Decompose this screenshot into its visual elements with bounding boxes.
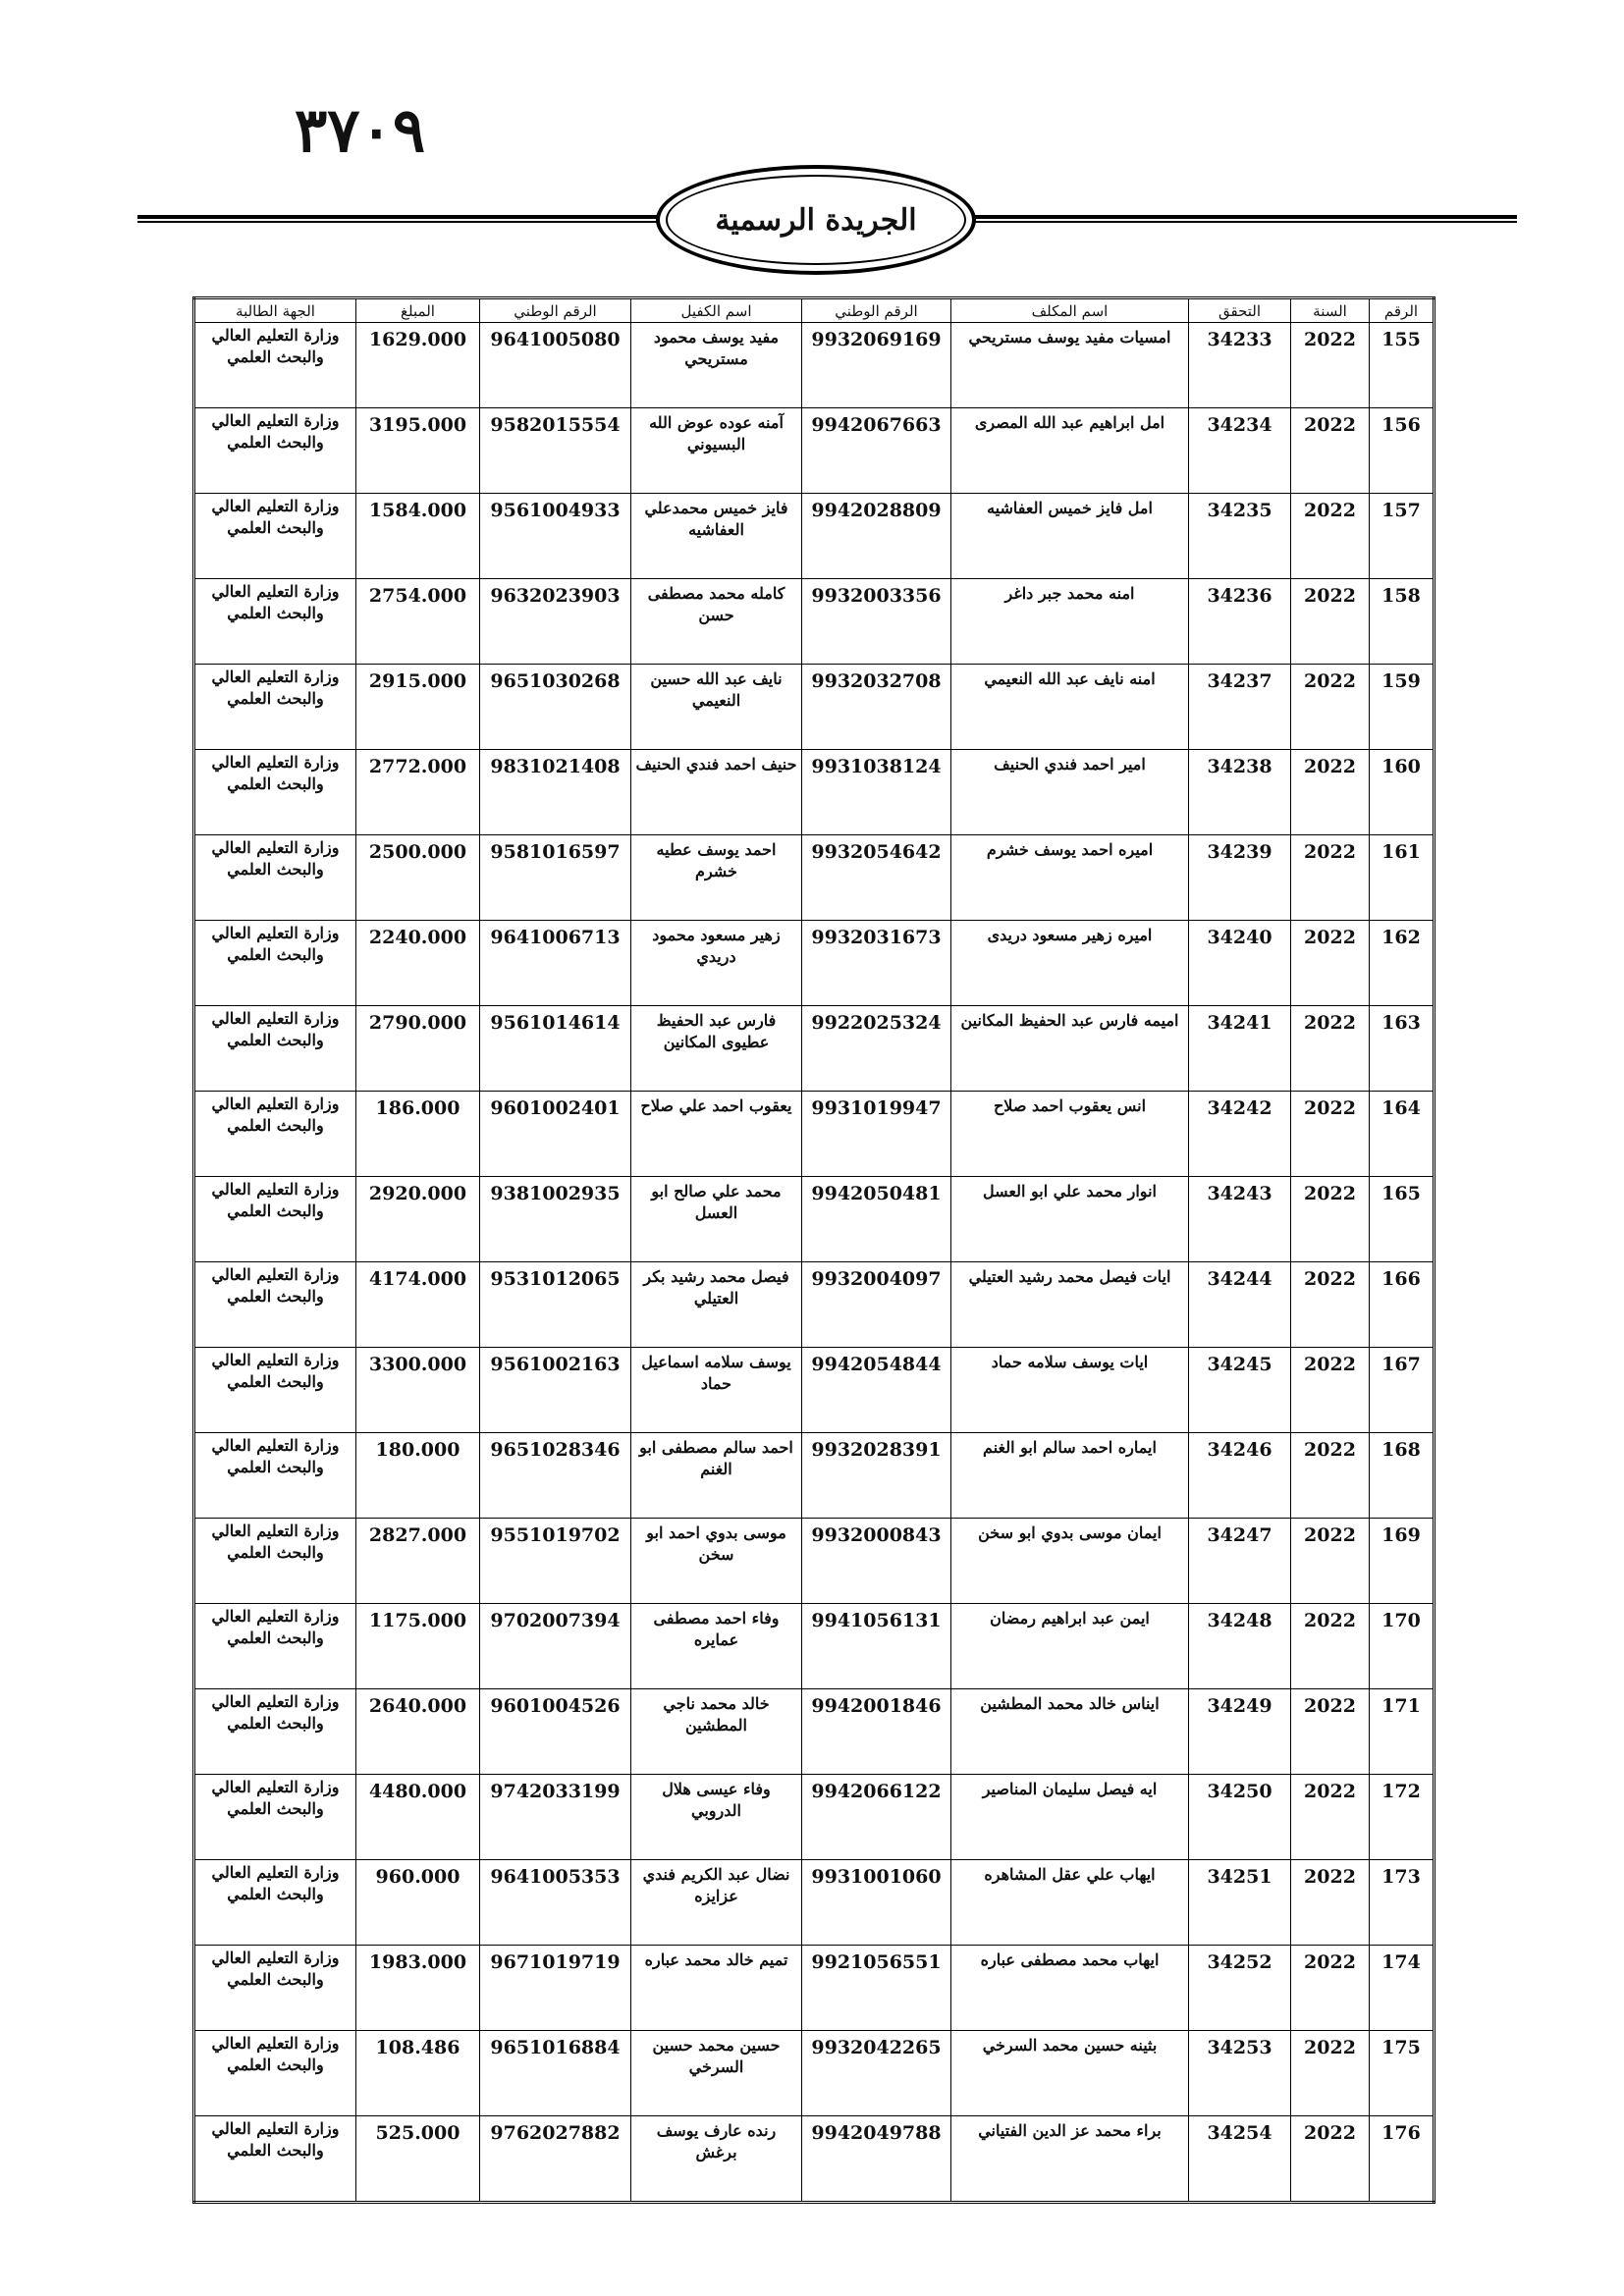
table-header-row [194, 298, 1435, 323]
cell-amount: 186.000 [356, 1092, 480, 1177]
cell-national-id: 9932032708 [802, 665, 951, 750]
cell-guarantor-name: وفاء احمد مصطفى عمايره [631, 1604, 802, 1689]
cell-obligor-name: بثينه حسين محمد السرخي [951, 2031, 1189, 2116]
cell-requesting-agency: وزارة التعليم العالي والبحث العلمي [194, 1775, 356, 1860]
cell-national-id: 9932054642 [802, 835, 951, 921]
cell-amount: 2754.000 [356, 579, 480, 665]
cell-amount: 2920.000 [356, 1177, 480, 1262]
cell-obligor-name: براء محمد عز الدين الفتياني [951, 2116, 1189, 2203]
cell-obligor-name: امنه محمد جبر داغر [951, 579, 1189, 665]
cell-year: 2022 [1291, 1092, 1370, 1177]
cell-obligor-name: اميره احمد يوسف خشرم [951, 835, 1189, 921]
cell-guarantor-national-id: 9641005353 [480, 1860, 631, 1946]
cell-amount: 2915.000 [356, 665, 480, 750]
cell-index: 155 [1370, 323, 1435, 408]
col-header-index: الرقم [1370, 298, 1435, 323]
cell-obligor-name: ايات يوسف سلامه حماد [951, 1348, 1189, 1433]
table-row [194, 921, 1435, 1006]
cell-national-id: 9932031673 [802, 921, 951, 1006]
cell-guarantor-name: محمد علي صالح ابو العسل [631, 1177, 802, 1262]
cell-guarantor-national-id: 9581016597 [480, 835, 631, 921]
header-oval [656, 165, 976, 275]
cell-guarantor-name: تميم خالد محمد عباره [631, 1946, 802, 2031]
cell-obligor-name: امنه نايف عبد الله النعيمي [951, 665, 1189, 750]
cell-year: 2022 [1291, 750, 1370, 835]
cell-amount: 2240.000 [356, 921, 480, 1006]
cell-year: 2022 [1291, 1433, 1370, 1519]
cell-requesting-agency: وزارة التعليم العالي والبحث العلمي [194, 1262, 356, 1348]
table-row [194, 1860, 1435, 1946]
cell-index: 169 [1370, 1519, 1435, 1604]
cell-national-id: 9942066122 [802, 1775, 951, 1860]
cell-national-id: 9922025324 [802, 1006, 951, 1092]
cell-guarantor-name: كامله محمد مصطفى حسن [631, 579, 802, 665]
cell-national-id: 9942049788 [802, 2116, 951, 2203]
cell-verification: 34243 [1189, 1177, 1291, 1262]
cell-obligor-name: ايهاب محمد مصطفى عباره [951, 1946, 1189, 2031]
cell-year: 2022 [1291, 1006, 1370, 1092]
cell-obligor-name: امير احمد فندي الحنيف [951, 750, 1189, 835]
cell-year: 2022 [1291, 665, 1370, 750]
table-row [194, 1177, 1435, 1262]
cell-guarantor-national-id: 9651030268 [480, 665, 631, 750]
cell-year: 2022 [1291, 408, 1370, 494]
cell-amount: 1629.000 [356, 323, 480, 408]
table-row [194, 1775, 1435, 1860]
cell-year: 2022 [1291, 835, 1370, 921]
cell-index: 157 [1370, 494, 1435, 579]
table-row [194, 1262, 1435, 1348]
cell-amount: 2790.000 [356, 1006, 480, 1092]
table-row [194, 2116, 1435, 2203]
cell-national-id: 9932028391 [802, 1433, 951, 1519]
cell-verification: 34242 [1189, 1092, 1291, 1177]
cell-index: 171 [1370, 1689, 1435, 1775]
cell-obligor-name: انوار محمد علي ابو العسل [951, 1177, 1189, 1262]
cell-guarantor-name: نضال عبد الكريم فندي عزايزه [631, 1860, 802, 1946]
cell-verification: 34250 [1189, 1775, 1291, 1860]
table-row [194, 750, 1435, 835]
cell-national-id: 9942054844 [802, 1348, 951, 1433]
cell-obligor-name: انس يعقوب احمد صلاح [951, 1092, 1189, 1177]
col-header-guarantor-name: اسم الكفيل [631, 298, 802, 323]
cell-verification: 34241 [1189, 1006, 1291, 1092]
cell-year: 2022 [1291, 2031, 1370, 2116]
cell-index: 163 [1370, 1006, 1435, 1092]
col-header-verification: التحقق [1189, 298, 1291, 323]
records-table-wrapper [192, 296, 1433, 2204]
cell-amount: 960.000 [356, 1860, 480, 1946]
cell-guarantor-name: يوسف سلامه اسماعيل حماد [631, 1348, 802, 1433]
cell-guarantor-name: آمنه عوده عوض الله البسيوني [631, 408, 802, 494]
cell-verification: 34244 [1189, 1262, 1291, 1348]
cell-amount: 3300.000 [356, 1348, 480, 1433]
cell-verification: 34247 [1189, 1519, 1291, 1604]
cell-guarantor-name: حنيف احمد فندي الحنيف [631, 750, 802, 835]
cell-obligor-name: امل ابراهيم عبد الله المصرى [951, 408, 1189, 494]
cell-guarantor-name: فايز خميس محمدعلي العفاشيه [631, 494, 802, 579]
cell-guarantor-name: وفاء عيسى هلال الدروبي [631, 1775, 802, 1860]
table-row [194, 494, 1435, 579]
cell-verification: 34252 [1189, 1946, 1291, 2031]
cell-verification: 34239 [1189, 835, 1291, 921]
cell-obligor-name: ايهاب علي عقل المشاهره [951, 1860, 1189, 1946]
cell-obligor-name: ايماره احمد سالم ابو الغنم [951, 1433, 1189, 1519]
cell-guarantor-name: يعقوب احمد علي صلاح [631, 1092, 802, 1177]
cell-year: 2022 [1291, 921, 1370, 1006]
col-header-obligor-name: اسم المكلف [951, 298, 1189, 323]
cell-verification: 34236 [1189, 579, 1291, 665]
cell-obligor-name: امسيات مفيد يوسف مستريحي [951, 323, 1189, 408]
cell-index: 173 [1370, 1860, 1435, 1946]
cell-national-id: 9931038124 [802, 750, 951, 835]
cell-obligor-name: ايات فيصل محمد رشيد العتيلي [951, 1262, 1189, 1348]
cell-year: 2022 [1291, 1262, 1370, 1348]
cell-guarantor-national-id: 9381002935 [480, 1177, 631, 1262]
col-header-year: السنة [1291, 298, 1370, 323]
cell-guarantor-national-id: 9582015554 [480, 408, 631, 494]
cell-year: 2022 [1291, 1348, 1370, 1433]
cell-requesting-agency: وزارة التعليم العالي والبحث العلمي [194, 1860, 356, 1946]
cell-amount: 525.000 [356, 2116, 480, 2203]
table-row [194, 835, 1435, 921]
cell-guarantor-name: مفيد يوسف محمود مستريحي [631, 323, 802, 408]
cell-guarantor-national-id: 9601004526 [480, 1689, 631, 1775]
cell-amount: 1175.000 [356, 1604, 480, 1689]
table-row [194, 323, 1435, 408]
cell-requesting-agency: وزارة التعليم العالي والبحث العلمي [194, 1946, 356, 2031]
cell-requesting-agency: وزارة التعليم العالي والبحث العلمي [194, 1689, 356, 1775]
table-row [194, 1092, 1435, 1177]
cell-guarantor-national-id: 9531012065 [480, 1262, 631, 1348]
cell-requesting-agency: وزارة التعليم العالي والبحث العلمي [194, 2116, 356, 2203]
cell-national-id: 9942028809 [802, 494, 951, 579]
cell-obligor-name: ايناس خالد محمد المطشين [951, 1689, 1189, 1775]
cell-verification: 34248 [1189, 1604, 1291, 1689]
cell-index: 168 [1370, 1433, 1435, 1519]
gazette-title: الجريدة الرسمية [715, 202, 917, 238]
table-row [194, 579, 1435, 665]
cell-requesting-agency: وزارة التعليم العالي والبحث العلمي [194, 579, 356, 665]
cell-year: 2022 [1291, 2116, 1370, 2203]
cell-year: 2022 [1291, 1860, 1370, 1946]
cell-index: 158 [1370, 579, 1435, 665]
cell-requesting-agency: وزارة التعليم العالي والبحث العلمي [194, 2031, 356, 2116]
cell-requesting-agency: وزارة التعليم العالي والبحث العلمي [194, 1348, 356, 1433]
cell-guarantor-national-id: 9762027882 [480, 2116, 631, 2203]
table-row [194, 1006, 1435, 1092]
cell-year: 2022 [1291, 1946, 1370, 2031]
cell-guarantor-name: حسين محمد حسين السرخي [631, 2031, 802, 2116]
cell-amount: 1584.000 [356, 494, 480, 579]
cell-national-id: 9931001060 [802, 1860, 951, 1946]
cell-national-id: 9942050481 [802, 1177, 951, 1262]
cell-requesting-agency: وزارة التعليم العالي والبحث العلمي [194, 1433, 356, 1519]
cell-index: 176 [1370, 2116, 1435, 2203]
cell-verification: 34253 [1189, 2031, 1291, 2116]
cell-requesting-agency: وزارة التعليم العالي والبحث العلمي [194, 750, 356, 835]
cell-requesting-agency: وزارة التعليم العالي والبحث العلمي [194, 1519, 356, 1604]
cell-index: 174 [1370, 1946, 1435, 2031]
cell-year: 2022 [1291, 1519, 1370, 1604]
cell-national-id: 9932004097 [802, 1262, 951, 1348]
cell-verification: 34237 [1189, 665, 1291, 750]
cell-year: 2022 [1291, 323, 1370, 408]
cell-guarantor-name: موسى بدوي احمد ابو سخن [631, 1519, 802, 1604]
cell-guarantor-name: فارس عبد الحفيظ عطيوى المكانين [631, 1006, 802, 1092]
col-header-guarantor-national-id: الرقم الوطني [480, 298, 631, 323]
cell-verification: 34245 [1189, 1348, 1291, 1433]
cell-verification: 34233 [1189, 323, 1291, 408]
cell-guarantor-national-id: 9641005080 [480, 323, 631, 408]
cell-guarantor-national-id: 9651028346 [480, 1433, 631, 1519]
cell-verification: 34249 [1189, 1689, 1291, 1775]
cell-national-id: 9932003356 [802, 579, 951, 665]
cell-verification: 34238 [1189, 750, 1291, 835]
col-header-requesting-agency: الجهة الطالبة [194, 298, 356, 323]
cell-requesting-agency: وزارة التعليم العالي والبحث العلمي [194, 1006, 356, 1092]
cell-verification: 34254 [1189, 2116, 1291, 2203]
cell-index: 164 [1370, 1092, 1435, 1177]
cell-guarantor-name: خالد محمد ناجي المطشين [631, 1689, 802, 1775]
cell-national-id: 9931019947 [802, 1092, 951, 1177]
cell-obligor-name: ايه فيصل سليمان المناصير [951, 1775, 1189, 1860]
records-table [192, 296, 1435, 2204]
cell-amount: 4480.000 [356, 1775, 480, 1860]
cell-requesting-agency: وزارة التعليم العالي والبحث العلمي [194, 1604, 356, 1689]
table-row [194, 1433, 1435, 1519]
cell-year: 2022 [1291, 1604, 1370, 1689]
cell-year: 2022 [1291, 579, 1370, 665]
page-number: ٣٧٠٩ [295, 94, 426, 166]
cell-requesting-agency: وزارة التعليم العالي والبحث العلمي [194, 665, 356, 750]
table-row [194, 1946, 1435, 2031]
table-body [194, 323, 1435, 2203]
cell-guarantor-name: احمد يوسف عطيه خشرم [631, 835, 802, 921]
cell-guarantor-national-id: 9561002163 [480, 1348, 631, 1433]
cell-guarantor-national-id: 9561004933 [480, 494, 631, 579]
cell-guarantor-name: فيصل محمد رشيد بكر العتيلي [631, 1262, 802, 1348]
cell-index: 165 [1370, 1177, 1435, 1262]
cell-index: 162 [1370, 921, 1435, 1006]
cell-amount: 4174.000 [356, 1262, 480, 1348]
cell-obligor-name: اميره زهير مسعود دريدى [951, 921, 1189, 1006]
cell-national-id: 9921056551 [802, 1946, 951, 2031]
cell-index: 175 [1370, 2031, 1435, 2116]
cell-national-id: 9932042265 [802, 2031, 951, 2116]
cell-amount: 3195.000 [356, 408, 480, 494]
cell-guarantor-national-id: 9561014614 [480, 1006, 631, 1092]
cell-verification: 34234 [1189, 408, 1291, 494]
table-row [194, 665, 1435, 750]
cell-national-id: 9932069169 [802, 323, 951, 408]
cell-requesting-agency: وزارة التعليم العالي والبحث العلمي [194, 1092, 356, 1177]
cell-guarantor-name: زهير مسعود محمود دريدي [631, 921, 802, 1006]
cell-amount: 2772.000 [356, 750, 480, 835]
cell-year: 2022 [1291, 1689, 1370, 1775]
cell-guarantor-national-id: 9601002401 [480, 1092, 631, 1177]
cell-national-id: 9942067663 [802, 408, 951, 494]
cell-obligor-name: اميمه فارس عبد الحفيظ المكانين [951, 1006, 1189, 1092]
cell-guarantor-national-id: 9551019702 [480, 1519, 631, 1604]
cell-index: 156 [1370, 408, 1435, 494]
cell-verification: 34235 [1189, 494, 1291, 579]
cell-index: 160 [1370, 750, 1435, 835]
cell-guarantor-national-id: 9651016884 [480, 2031, 631, 2116]
cell-guarantor-national-id: 9632023903 [480, 579, 631, 665]
cell-requesting-agency: وزارة التعليم العالي والبحث العلمي [194, 921, 356, 1006]
cell-obligor-name: امل فايز خميس العفاشيه [951, 494, 1189, 579]
cell-amount: 180.000 [356, 1433, 480, 1519]
table-row [194, 1604, 1435, 1689]
cell-verification: 34240 [1189, 921, 1291, 1006]
cell-national-id: 9942001846 [802, 1689, 951, 1775]
cell-guarantor-national-id: 9702007394 [480, 1604, 631, 1689]
cell-year: 2022 [1291, 1775, 1370, 1860]
cell-guarantor-name: نايف عبد الله حسين النعيمي [631, 665, 802, 750]
cell-amount: 1983.000 [356, 1946, 480, 2031]
cell-index: 172 [1370, 1775, 1435, 1860]
col-header-amount: المبلغ [356, 298, 480, 323]
cell-index: 167 [1370, 1348, 1435, 1433]
cell-guarantor-name: احمد سالم مصطفى ابو الغنم [631, 1433, 802, 1519]
cell-requesting-agency: وزارة التعليم العالي والبحث العلمي [194, 494, 356, 579]
col-header-national-id: الرقم الوطني [802, 298, 951, 323]
cell-year: 2022 [1291, 494, 1370, 579]
table-row [194, 1519, 1435, 1604]
cell-verification: 34251 [1189, 1860, 1291, 1946]
cell-amount: 2640.000 [356, 1689, 480, 1775]
cell-guarantor-national-id: 9831021408 [480, 750, 631, 835]
cell-verification: 34246 [1189, 1433, 1291, 1519]
cell-guarantor-name: رنده عارف يوسف برغش [631, 2116, 802, 2203]
table-row [194, 408, 1435, 494]
cell-requesting-agency: وزارة التعليم العالي والبحث العلمي [194, 323, 356, 408]
cell-requesting-agency: وزارة التعليم العالي والبحث العلمي [194, 1177, 356, 1262]
cell-index: 159 [1370, 665, 1435, 750]
cell-guarantor-national-id: 9671019719 [480, 1946, 631, 2031]
table-row [194, 1348, 1435, 1433]
cell-requesting-agency: وزارة التعليم العالي والبحث العلمي [194, 408, 356, 494]
table-row [194, 1689, 1435, 1775]
cell-guarantor-national-id: 9641006713 [480, 921, 631, 1006]
cell-index: 170 [1370, 1604, 1435, 1689]
cell-requesting-agency: وزارة التعليم العالي والبحث العلمي [194, 835, 356, 921]
cell-index: 161 [1370, 835, 1435, 921]
cell-guarantor-national-id: 9742033199 [480, 1775, 631, 1860]
cell-year: 2022 [1291, 1177, 1370, 1262]
cell-obligor-name: ايمن عبد ابراهيم رمضان [951, 1604, 1189, 1689]
cell-amount: 108.486 [356, 2031, 480, 2116]
table-row [194, 2031, 1435, 2116]
cell-amount: 2827.000 [356, 1519, 480, 1604]
cell-national-id: 9932000843 [802, 1519, 951, 1604]
cell-amount: 2500.000 [356, 835, 480, 921]
cell-index: 166 [1370, 1262, 1435, 1348]
cell-obligor-name: ايمان موسى بدوي ابو سخن [951, 1519, 1189, 1604]
cell-national-id: 9941056131 [802, 1604, 951, 1689]
